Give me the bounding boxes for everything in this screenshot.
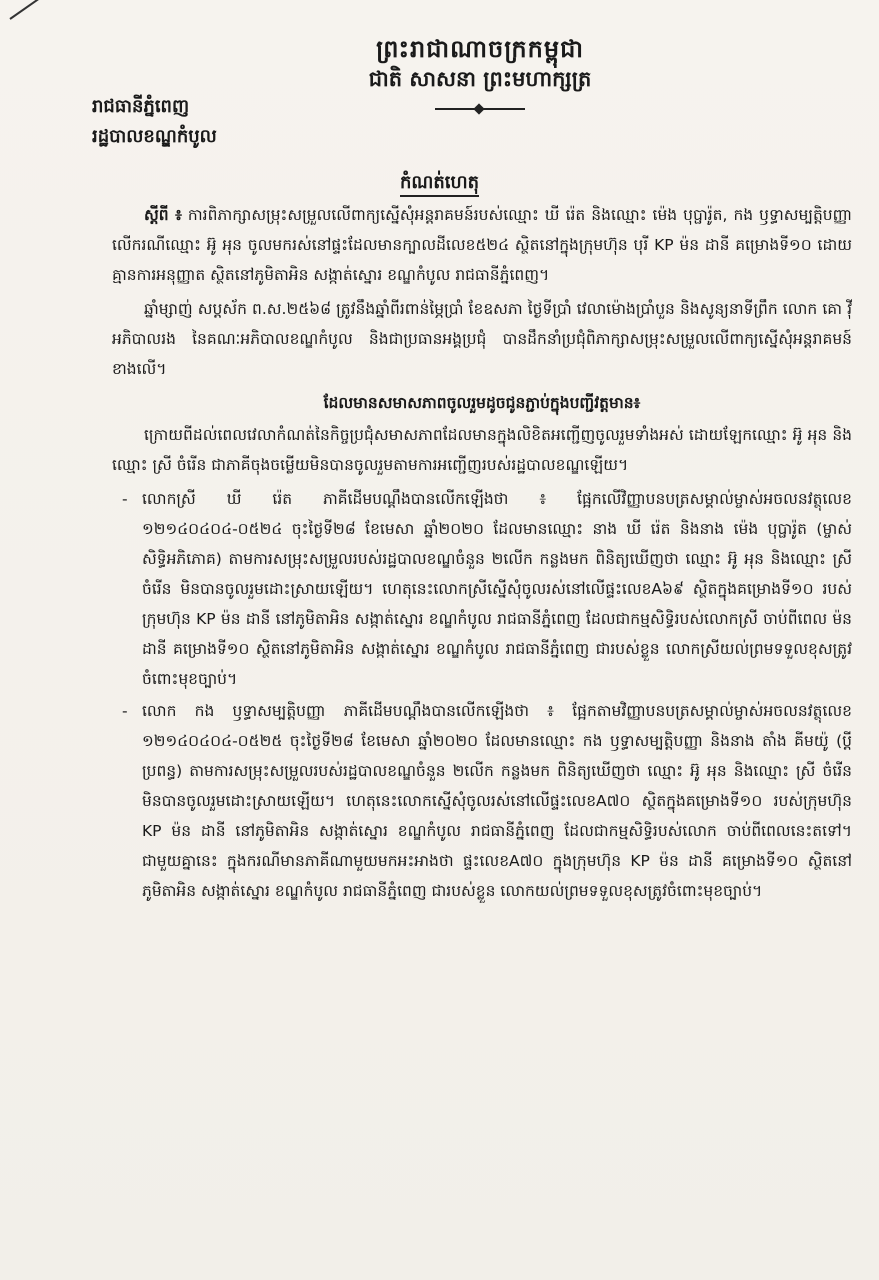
issuing-authority	[92, 92, 292, 152]
document-title-text: កំណត់ហេតុ	[400, 172, 479, 197]
meeting-paragraph: ឆ្នាំម្សាញ់ សប្តស័ក ព.ស.២៥៦៨ ត្រូវនឹងឆ្នាំពីរពាន់ម្ភៃប្រាំ ខែឧសភា ថ្ងៃទីប្រាំ វេលាម៉ោងប្រាំបួន និងសូន្យនាទីព្រឹក លោក គោ វ៉ី អភិបាលរង នៃគណៈអភិបាលខណ្ឌកំបូល និងជាប្រធានអង្គប្រជុំ បានដឹកនាំប្រជុំពិភាក្សាសម្រុះសម្រួលលើពាក្យស្នើសុំអន្តរាគមន៍ខាងលើ។	[112, 300, 852, 378]
statement-item	[112, 696, 852, 906]
ornament-divider	[435, 104, 525, 114]
header-center	[300, 34, 660, 114]
section-heading: ដែលមានសមាសភាពចូលរួមដូចជូនភ្ជាប់ក្នុងបញ្ជីវត្តមាន៖	[323, 394, 641, 412]
document-title	[0, 170, 879, 197]
kingdom-heading: ព្រះរាជាណាចក្រកម្ពុជា	[376, 35, 584, 63]
subject-paragraph	[112, 200, 852, 290]
district-name: រដ្ឋបាលខណ្ឌកំបូល	[92, 126, 217, 147]
statement-text: លោក កង ឫទ្ធាសម្បត្តិបញ្ញា ភាគីដើមបណ្តឹងបានលើកឡើងថា ៖ ផ្អែកតាមវិញ្ញាបនបត្រសម្គាល់ម្ចាស់អចលនវត្ថុលេខ ១២១៤០៤០៤-០៥២៥ ចុះថ្ងៃទី២៨ ខែមេសា ឆ្នាំ២០២០ ដែលមានឈ្មោះ កង ឫទ្ធាសម្បត្តិបញ្ញា និងនាង តាំង គីមយ៉ូ (ប្តីប្រពន្ធ) តាមការសម្រុះសម្រួលរបស់រដ្ឋបាលខណ្ឌចំនួន ២លើក កន្លងមក ពិនិត្យឃើញថា ឈ្មោះ អ៊ូ អុន និងឈ្មោះ ស្រី ចំរើន មិនបានចូលរួមដោះស្រាយឡើយ។ ហេតុនេះលោកស្នើសុំចូលរស់នៅលើផ្ទះលេខA៧០ ស្ថិតក្នុងគម្រោងទី១០ របស់ក្រុមហ៊ុន KP ម៉ន ដានី នៅភូមិតាអិន សង្កាត់ស្នោរ ខណ្ឌកំបូល រាជធានីភ្នំពេញ ដែលជាកម្មសិទ្ធិរបស់លោក ចាប់ពីពេលនេះតទៅ។ ជាមួយគ្នានេះ ក្នុងករណីមានភាគីណាមួយមកអះអាងថា ផ្ទះលេខA៧០ ក្នុងក្រុមហ៊ុន KP ម៉ន ដានី គម្រោងទី១០ ស្ថិតនៅភូមិតាអិន សង្កាត់ស្នោរ ខណ្ឌកំបូល រាជធានីភ្នំពេញ ជារបស់ខ្លួន លោកយល់ព្រមទទួលខុសត្រូវចំពោះមុខច្បាប់។	[142, 702, 852, 900]
subject-label: ស្តីពី ៖	[144, 206, 182, 224]
bullet-dash: -	[122, 490, 128, 508]
document-body	[112, 200, 852, 908]
pen-mark	[9, 0, 41, 20]
subject-text: ការពិភាក្សាសម្រុះសម្រួលលើពាក្យស្នើសុំអន្តរាគមន៍របស់ឈ្មោះ ឃី រ៉េត និងឈ្មោះ ម៉េង បុប្ផារ៉ូត, កង ឫទ្ធាសម្បត្តិបញ្ញា លើករណីឈ្មោះ អ៊ូ អុន ចូលមករស់នៅផ្ទះដែលមានក្បាលដីលេខ៥២៤ ស្ថិតនៅក្នុងក្រុមហ៊ុន បុរី KP ម៉ន ដានី គម្រោងទី១០ ដោយគ្មានការអនុញ្ញាត ស្ថិតនៅភូមិតាអិន សង្កាត់ស្នោរ ខណ្ឌកំបូល រាជធានីភ្នំពេញ។	[112, 206, 852, 284]
bullet-dash: -	[122, 702, 128, 720]
national-motto: ជាតិ សាសនា ព្រះមហាក្សត្រ	[368, 67, 592, 91]
municipality-name: រាជធានីភ្នំពេញ	[92, 96, 190, 117]
attendance-paragraph: ក្រោយពីដល់ពេលវេលាកំណត់នៃកិច្ចប្រជុំសមាសភាពដែលមានក្នុងលិខិតអញ្ជើញចូលរួមទាំងអស់ ដោយឡែកឈ្មោះ អ៊ូ អុន និងឈ្មោះ ស្រី ចំរើន ជាភាគីចុងចម្លើយមិនបានចូលរួមតាមការអញ្ជើញរបស់រដ្ឋបាលខណ្ឌឡើយ។	[112, 426, 852, 474]
statement-text: លោកស្រី ឃី រ៉េត ភាគីដើមបណ្តឹងបានលើកឡើងថា ៖ ផ្អែកលើវិញ្ញាបនបត្រសម្គាល់ម្ចាស់អចលនវត្ថុលេខ ១២១៤០៤០៤-០៥២៤ ចុះថ្ងៃទី២៨ ខែមេសា ឆ្នាំ២០២០ ដែលមានឈ្មោះ នាង ឃី រ៉េត និងនាង ម៉េង បុប្ផារ៉ូត (ម្ចាស់សិទ្ធិអភិភោគ) តាមការសម្រុះសម្រួលរបស់រដ្ឋបាលខណ្ឌចំនួន ២លើក កន្លងមក ពិនិត្យឃើញថា ឈ្មោះ អ៊ូ អុន និងឈ្មោះ ស្រី ចំរើន មិនបានចូលរួមដោះស្រាយឡើយ។ ហេតុនេះលោកស្រីស្នើសុំចូលរស់នៅលើផ្ទះលេខA៦៩ ស្ថិតក្នុងគម្រោងទី១០ របស់ក្រុមហ៊ុន KP ម៉ន ដានី នៅភូមិតាអិន សង្កាត់ស្នោរ ខណ្ឌកំបូល រាជធានីភ្នំពេញ ដែលជាកម្មសិទ្ធិរបស់លោកស្រី ចាប់ពីពេល ម៉ន ដានី គម្រោងទី១០ ស្ថិតនៅភូមិតាអិន សង្កាត់ស្នោរ ខណ្ឌកំបូល រាជធានីភ្នំពេញ ជារបស់ខ្លួន លោកស្រីយល់ព្រមទទួលខុសត្រូវចំពោះមុខច្បាប់។	[142, 490, 852, 688]
statement-item	[112, 484, 852, 694]
